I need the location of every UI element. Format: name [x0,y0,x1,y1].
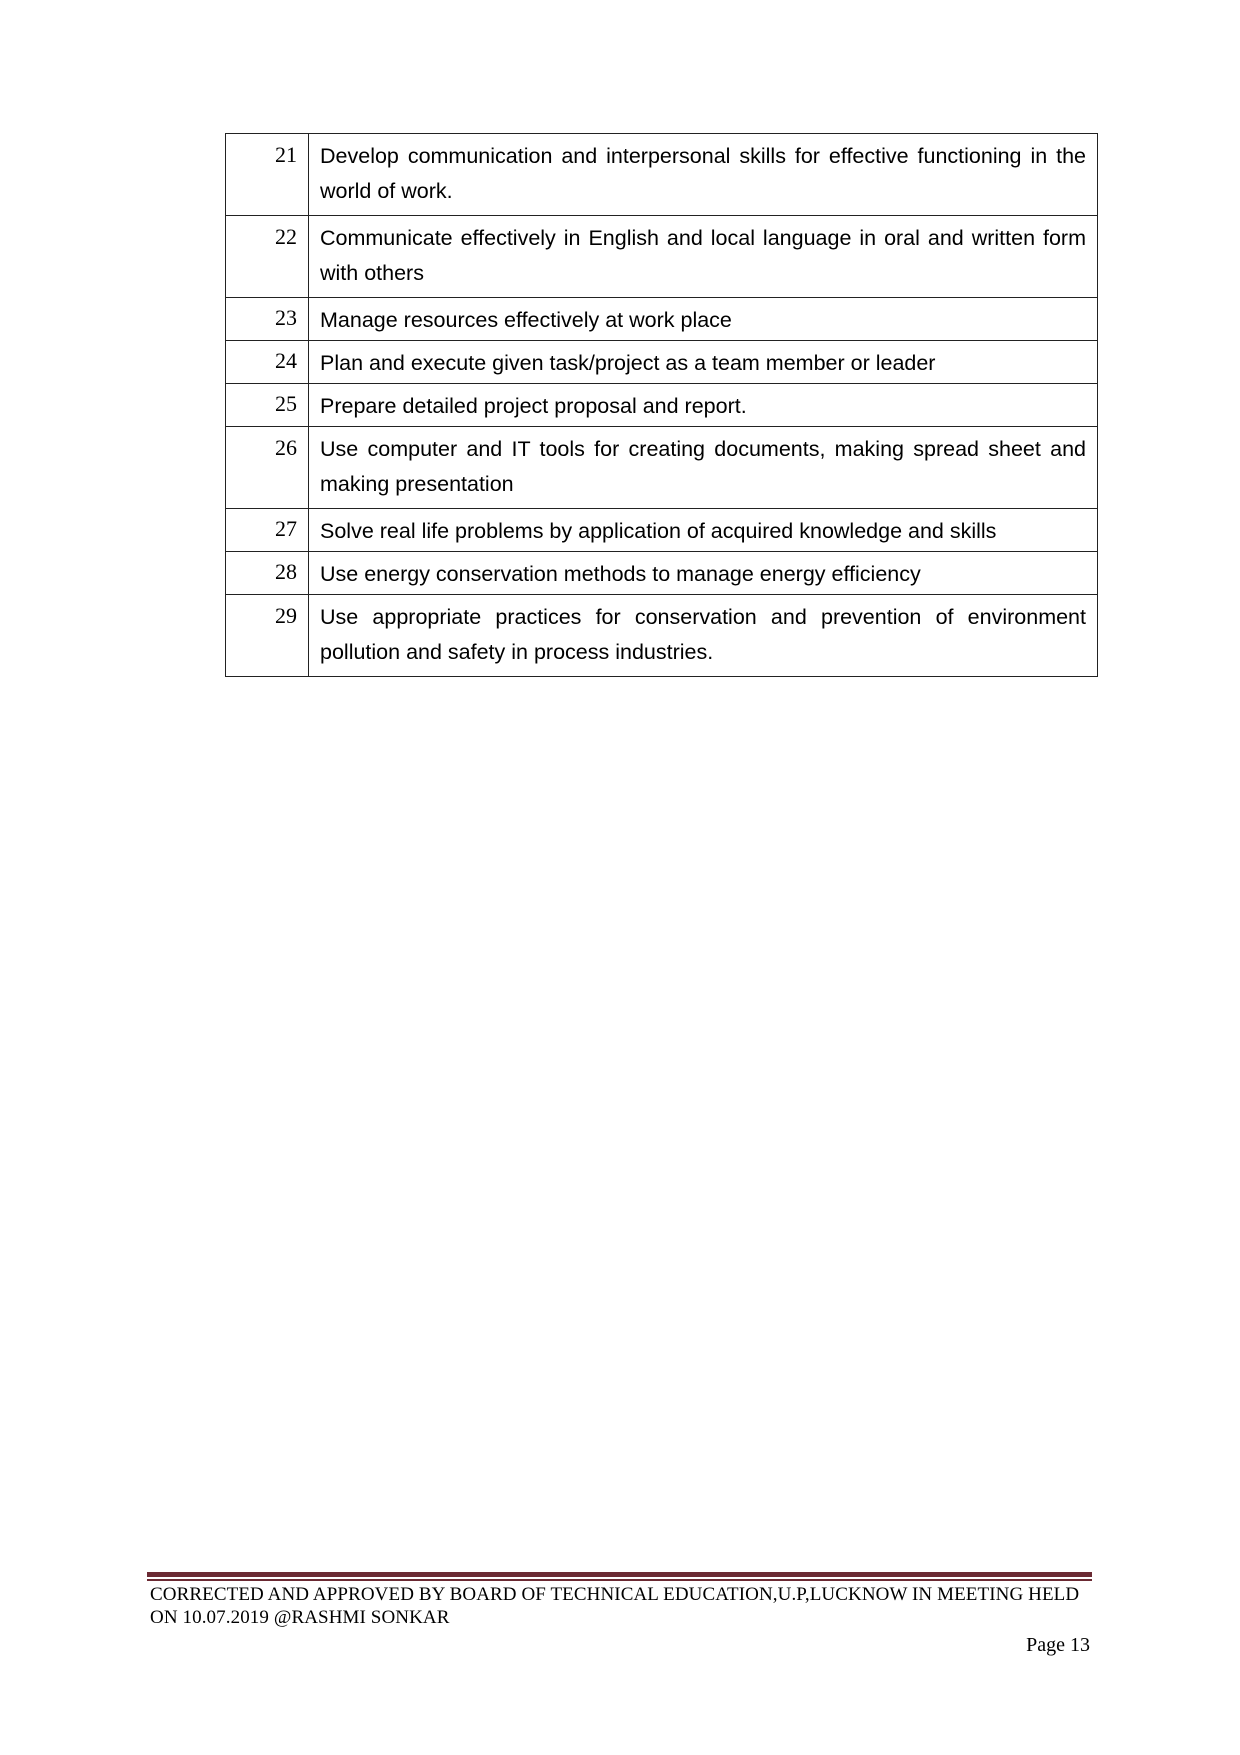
table-row [226,341,1098,384]
row-text: Communicate effectively in English and local language in oral and written form with others [309,216,1098,298]
row-number: 22 [226,216,309,298]
row-number: 21 [226,134,309,216]
page-number: Page 13 [1026,1634,1090,1656]
row-text: Use energy conservation methods to manage energy efficiency [309,552,1098,595]
footer-line-2: ON 10.07.2019 @RASHMI SONKAR [150,1607,450,1628]
table-row [226,216,1098,298]
row-text: Solve real life problems by application of acquired knowledge and skills [309,509,1098,552]
row-number: 29 [226,595,309,677]
row-text: Plan and execute given task/project as a team member or leader [309,341,1098,384]
row-number: 26 [226,427,309,509]
row-number: 23 [226,298,309,341]
row-number: 27 [226,509,309,552]
table-row [226,427,1098,509]
footer-line-1: CORRECTED AND APPROVED BY BOARD OF TECHNICAL EDUCATION,U.P,LUCKNOW IN MEETING HELD [150,1584,1080,1605]
row-number: 28 [226,552,309,595]
row-text: Manage resources effectively at work place [309,298,1098,341]
table-row [226,134,1098,216]
table-row [226,552,1098,595]
table-row [226,595,1098,677]
table-row [226,509,1098,552]
footer-note [150,1583,1090,1629]
table-row [226,384,1098,427]
outcomes-table [225,133,1098,677]
row-text: Use computer and IT tools for creating documents, making spread sheet and making presentation [309,427,1098,509]
table-row [226,298,1098,341]
row-text: Develop communication and interpersonal skills for effective functioning in the world of work. [309,134,1098,216]
row-text: Use appropriate practices for conservation and prevention of environment pollution and safety in process industries. [309,595,1098,677]
row-number: 25 [226,384,309,427]
row-text: Prepare detailed project proposal and report. [309,384,1098,427]
row-number: 24 [226,341,309,384]
